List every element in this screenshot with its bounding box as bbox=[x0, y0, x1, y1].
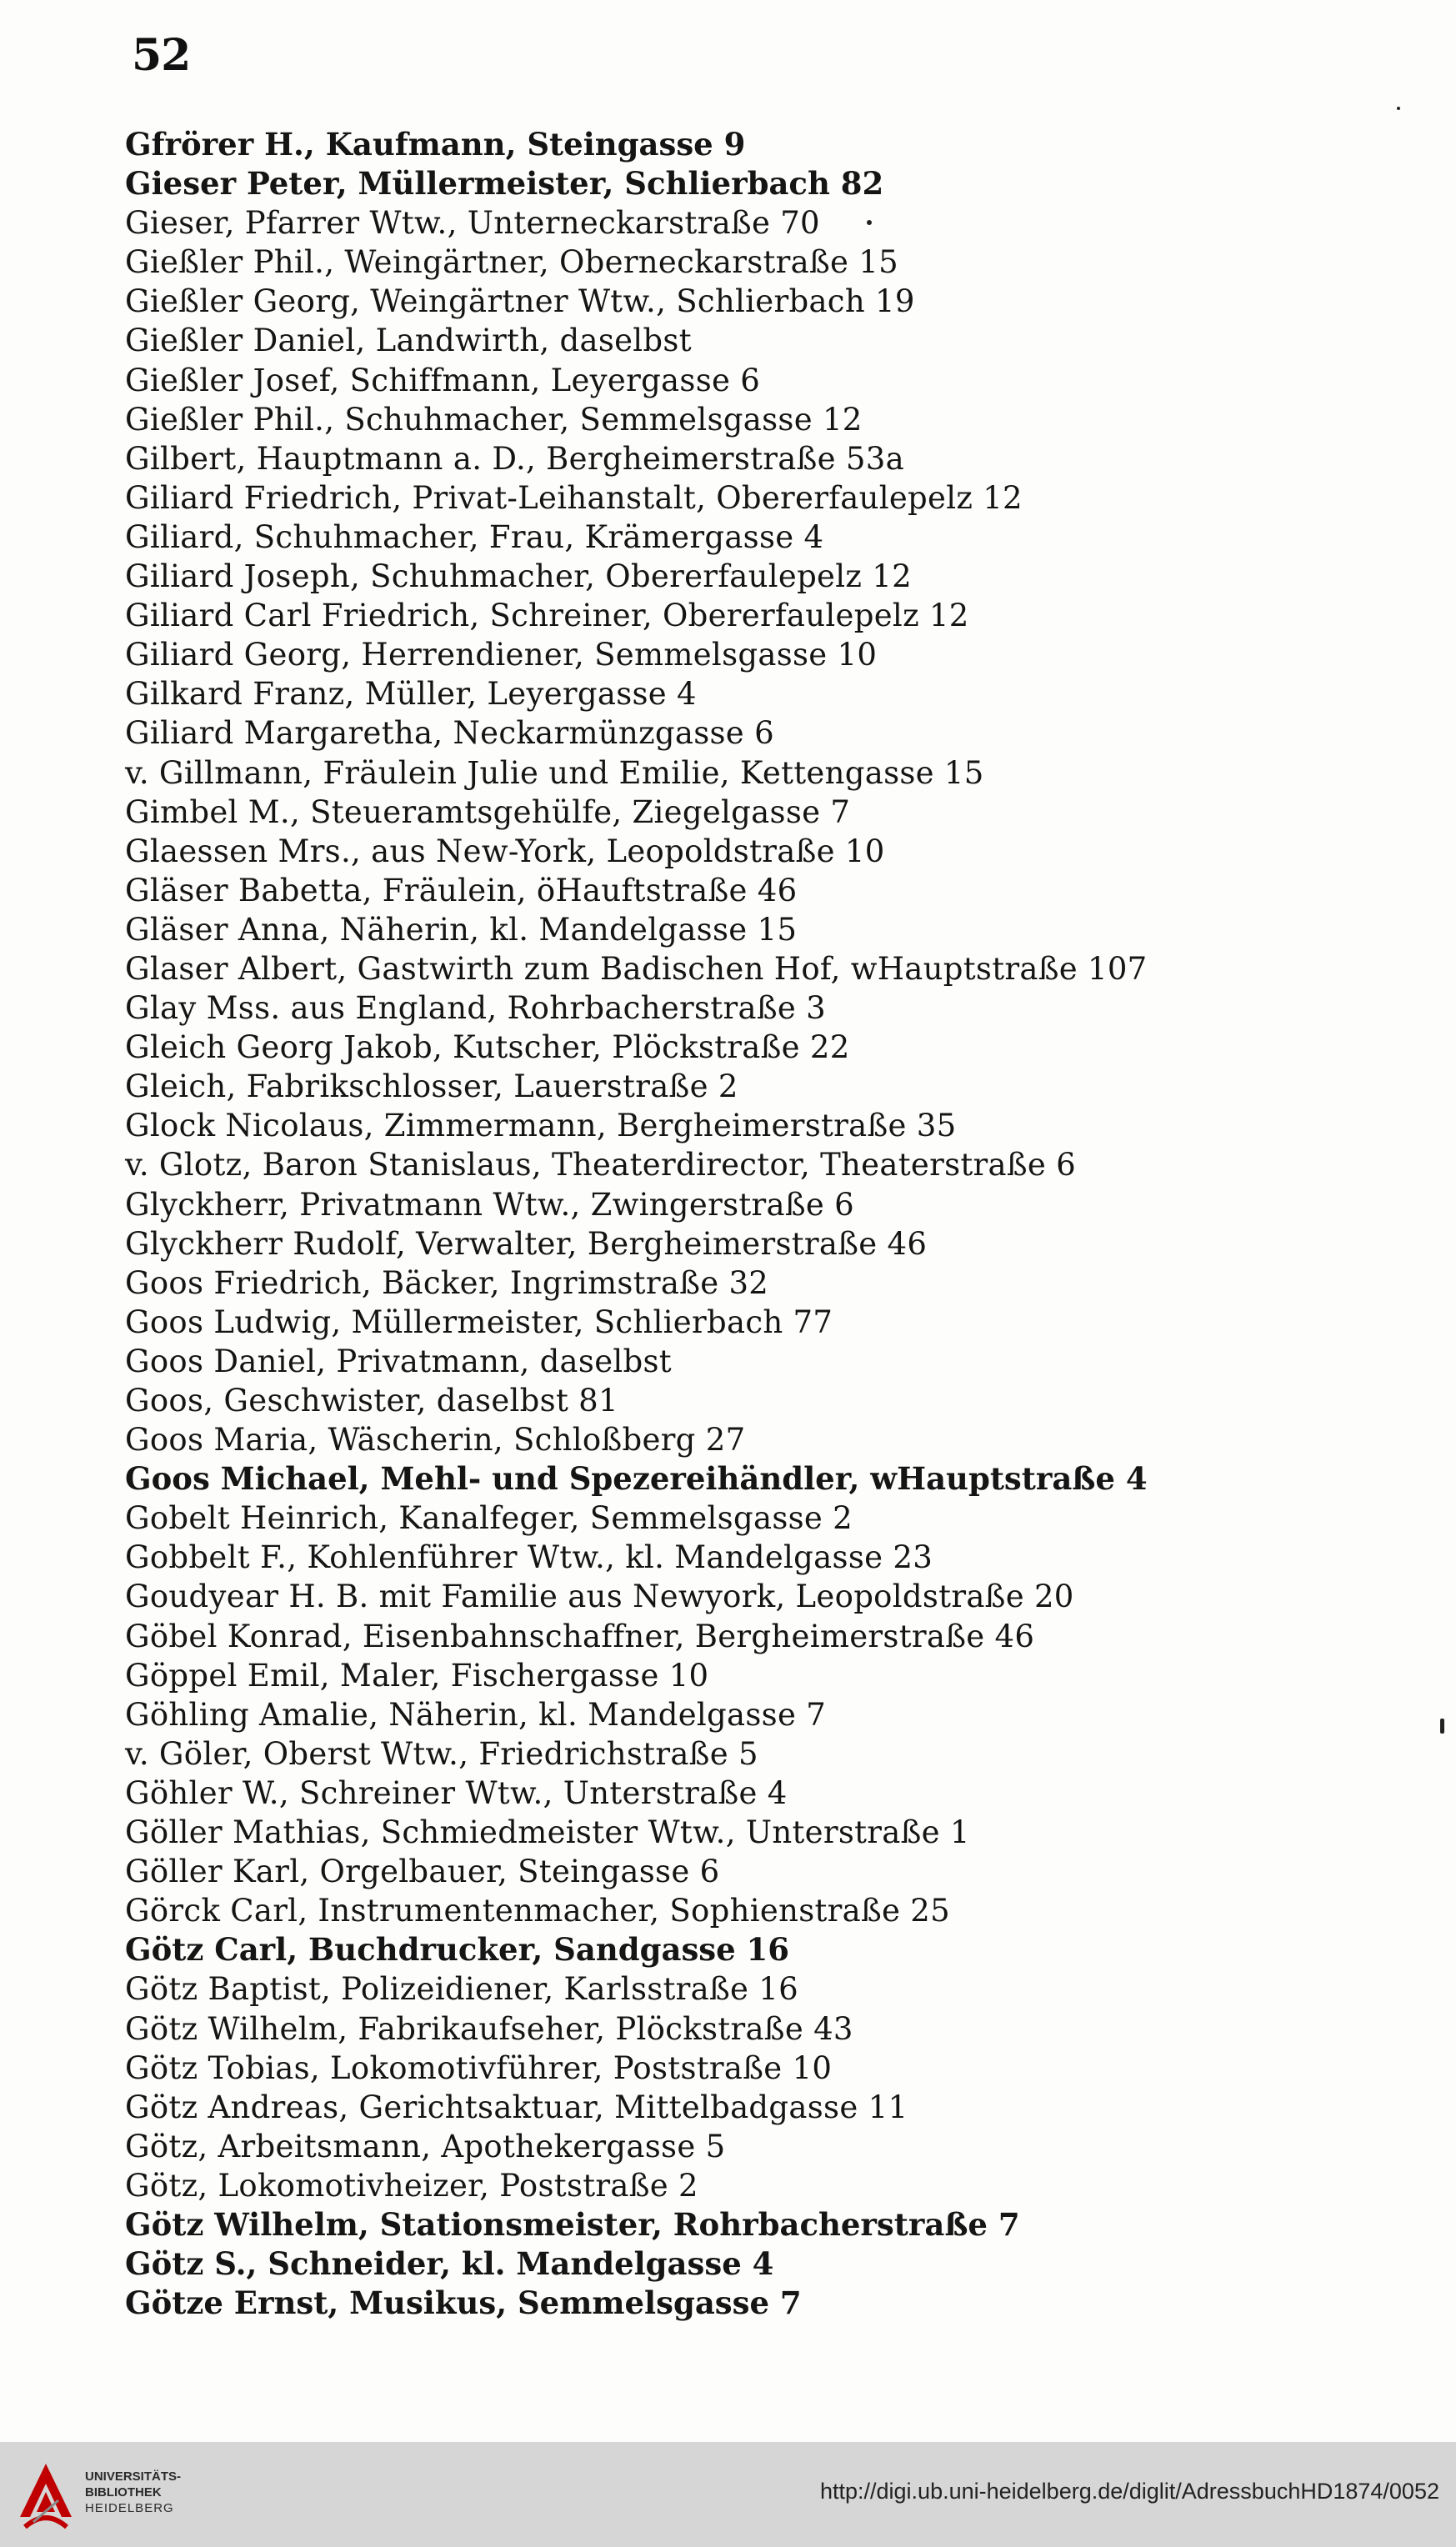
address-entry: v. Glotz, Baron Stanislaus, Theaterdirector, Theaterstraße 6 bbox=[125, 1147, 1077, 1183]
address-entry: Götz Tobias, Lokomotivführer, Poststraße 10 bbox=[125, 2049, 833, 2086]
address-entry-list bbox=[125, 125, 1333, 2323]
address-entry: Gleich Georg Jakob, Kutscher, Plöckstraße 22 bbox=[125, 1029, 850, 1066]
address-entry: Glay Mss. aus England, Rohrbacherstraße 3 bbox=[125, 990, 826, 1027]
page-number: 52 bbox=[132, 30, 191, 81]
address-entry: Glock Nicolaus, Zimmermann, Bergheimerstraße 35 bbox=[125, 1108, 957, 1144]
address-entry: Giliard Joseph, Schuhmacher, Obererfaulepelz 12 bbox=[125, 558, 912, 595]
address-entry: Göhler W., Schreiner Wtw., Unterstraße 4 bbox=[125, 1774, 788, 1811]
address-entry: Gfrörer H., Kaufmann, Steingasse 9 bbox=[125, 126, 746, 163]
address-entry: Gilkard Franz, Müller, Leyergasse 4 bbox=[125, 676, 697, 713]
logo-line-2: BIBLIOTHEK bbox=[85, 2485, 162, 2499]
address-entry: Goos Ludwig, Müllermeister, Schlierbach 77 bbox=[125, 1304, 833, 1340]
address-entry: Göbel Konrad, Eisenbahnschaffner, Bergheimerstraße 46 bbox=[125, 1618, 1035, 1654]
address-entry: Gießler Georg, Weingärtner Wtw., Schlierbach 19 bbox=[125, 283, 915, 320]
address-entry: Giliard, Schuhmacher, Frau, Krämergasse 4 bbox=[125, 518, 824, 555]
address-entry: Göhling Amalie, Näherin, kl. Mandelgasse 7 bbox=[125, 1696, 827, 1733]
address-entry: Glaser Albert, Gastwirth zum Badischen Hof, wHauptstraße 107 bbox=[125, 950, 1148, 987]
address-entry: Gleich, Fabrikschlosser, Lauerstraße 2 bbox=[125, 1068, 738, 1105]
address-entry: Glyckherr Rudolf, Verwalter, Bergheimerstraße 46 bbox=[125, 1225, 928, 1262]
address-entry: Gimbel M., Steueramtsgehülfe, Ziegelgasse 7 bbox=[125, 793, 851, 830]
address-entry: Gieser, Pfarrer Wtw., Unterneckarstraße 70 bbox=[125, 205, 820, 242]
library-logo-text bbox=[85, 2469, 181, 2516]
address-entry: Görck Carl, Instrumentenmacher, Sophienstraße 25 bbox=[125, 1893, 950, 1929]
address-entry: Gläser Babetta, Fräulein, öHauftstraße 46 bbox=[125, 872, 798, 908]
address-entry: Gießler Daniel, Landwirth, daselbst bbox=[125, 323, 692, 359]
scan-speck bbox=[867, 220, 872, 225]
address-entry: Gießler Josef, Schiffmann, Leyergasse 6 bbox=[125, 362, 761, 398]
address-entry: Gießler Phil., Weingärtner, Oberneckarstraße 15 bbox=[125, 244, 898, 281]
address-entry: Goudyear H. B. mit Familie aus Newyork, Leopoldstraße 20 bbox=[125, 1579, 1074, 1615]
address-entry: Giliard Friedrich, Privat-Leihanstalt, Obererfaulepelz 12 bbox=[125, 479, 1023, 516]
university-seal-icon bbox=[13, 2459, 78, 2532]
address-entry: Göppel Emil, Maler, Fischergasse 10 bbox=[125, 1657, 709, 1694]
address-entry: Götz, Arbeitsmann, Apothekergasse 5 bbox=[125, 2128, 726, 2164]
address-entry: Gläser Anna, Näherin, kl. Mandelgasse 15 bbox=[125, 911, 798, 948]
address-entry: Götz Baptist, Polizeidiener, Karlsstraße 16 bbox=[125, 1971, 798, 2008]
address-entry: Götz S., Schneider, kl. Mandelgasse 4 bbox=[125, 2245, 774, 2283]
address-entry: Götz Andreas, Gerichtsaktuar, Mittelbadgasse 11 bbox=[125, 2089, 908, 2125]
address-entry: Gieser Peter, Müllermeister, Schlierbach 82 bbox=[125, 165, 884, 203]
address-entry: Giliard Margaretha, Neckarmünzgasse 6 bbox=[125, 715, 774, 752]
scan-speck bbox=[1440, 1719, 1444, 1734]
address-entry: Goos Daniel, Privatmann, daselbst bbox=[125, 1343, 672, 1379]
address-entry: Glyckherr, Privatmann Wtw., Zwingerstraße 6 bbox=[125, 1186, 854, 1223]
logo-line-1: UNIVERSITÄTS- bbox=[85, 2469, 182, 2484]
address-entry: Gobelt Heinrich, Kanalfeger, Semmelsgasse 2 bbox=[125, 1500, 853, 1537]
logo-line-3: HEIDELBERG bbox=[85, 2501, 174, 2515]
address-entry: Gobbelt F., Kohlenführer Wtw., kl. Mandelgasse 23 bbox=[125, 1539, 933, 1576]
address-entry: Goos Friedrich, Bäcker, Ingrimstraße 32 bbox=[125, 1264, 769, 1301]
address-entry: Götze Ernst, Musikus, Semmelsgasse 7 bbox=[125, 2284, 802, 2322]
address-entry: Goos Michael, Mehl- und Spezereihändler, wHauptstraße 4 bbox=[125, 1460, 1148, 1498]
scan-speck bbox=[1397, 107, 1400, 110]
address-entry: Giliard Georg, Herrendiener, Semmelsgasse 10 bbox=[125, 637, 878, 673]
address-entry: Goos Maria, Wäscherin, Schloßberg 27 bbox=[125, 1422, 746, 1459]
address-entry: v. Göler, Oberst Wtw., Friedrichstraße 5 bbox=[125, 1735, 758, 1772]
address-entry: Göller Karl, Orgelbauer, Steingasse 6 bbox=[125, 1854, 720, 1890]
address-entry: Götz Wilhelm, Fabrikaufseher, Plöckstraße 43 bbox=[125, 2010, 853, 2047]
address-entry: Götz Carl, Buchdrucker, Sandgasse 16 bbox=[125, 1931, 790, 1969]
footer-bar bbox=[0, 2442, 1456, 2547]
source-url-link[interactable]: http://digi.ub.uni-heidelberg.de/diglit/AdressbuchHD1874/0052 bbox=[819, 2479, 1439, 2504]
address-entry: Glaessen Mrs., aus New-York, Leopoldstraße 10 bbox=[125, 833, 885, 869]
address-entry: Goos, Geschwister, daselbst 81 bbox=[125, 1383, 618, 1419]
address-entry: Giliard Carl Friedrich, Schreiner, Obererfaulepelz 12 bbox=[125, 598, 969, 634]
address-entry: Gilbert, Hauptmann a. D., Bergheimerstraße 53a bbox=[125, 440, 904, 477]
address-entry: Götz, Lokomotivheizer, Poststraße 2 bbox=[125, 2167, 698, 2204]
address-entry: Götz Wilhelm, Stationsmeister, Rohrbacherstraße 7 bbox=[125, 2205, 1020, 2243]
address-entry: Gießler Phil., Schuhmacher, Semmelsgasse 12 bbox=[125, 401, 863, 438]
address-entry: v. Gillmann, Fräulein Julie und Emilie, Kettengasse 15 bbox=[125, 754, 984, 791]
address-entry: Göller Mathias, Schmiedmeister Wtw., Unterstraße 1 bbox=[125, 1814, 970, 1851]
